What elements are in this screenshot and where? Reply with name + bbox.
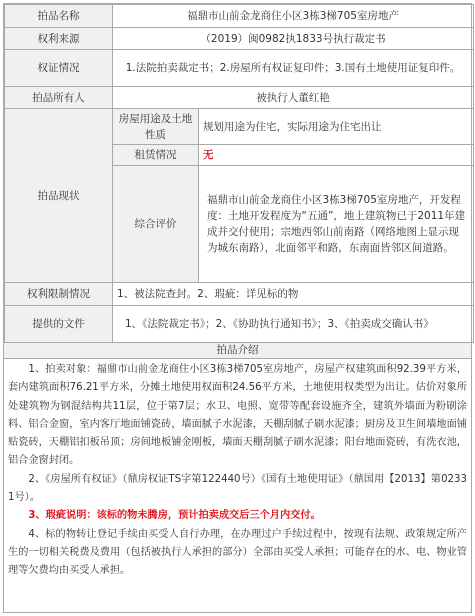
intro-body	[4, 359, 471, 581]
label-eval: 综合评价	[113, 166, 199, 283]
value-source: （2019）闽0982执1833号执行裁定书	[113, 28, 474, 50]
row-restrict	[5, 283, 474, 306]
row-name	[5, 5, 474, 28]
value-eval: 福鼎市山前金龙商住小区3栋3梯705室房地产，开发程度：土地开发程度为“五通”，地上建筑物已于2011年建成并交付使用；宗地西邻山前南路（网络地图上显示现为城东南路），北面邻平和路，东南面皆邻区间道路。	[199, 166, 474, 283]
label-restrict: 权利限制情况	[5, 283, 113, 306]
value-files: 1、《法院裁定书》；2、《协助执行通知书》；3、《拍卖成交确认书》	[113, 306, 474, 343]
label-status: 拍品现状	[5, 109, 113, 283]
value-usage: 规划用途为住宅，实际用途为住宅出让	[199, 109, 474, 145]
row-files	[5, 306, 474, 343]
intro-paragraph-2: 2、《房屋所有权证》（鼎房权证TS字第122440号）《国有土地使用证》（鼎国用【2013】第02331号）。	[8, 473, 467, 504]
value-owner: 被执行人董红艳	[113, 87, 474, 109]
intro-paragraph-3: 3、瑕疵说明：该标的物未腾房，预计拍卖成交后三个月内交付。	[28, 510, 321, 522]
label-source: 权利来源	[5, 28, 113, 50]
row-rights	[5, 50, 474, 87]
label-owner: 拍品所有人	[5, 87, 113, 109]
value-lease: 无	[199, 145, 474, 166]
value-rights: 1.法院拍卖裁定书；2.房屋所有权证复印件；3.国有土地使用证复印件。	[113, 50, 474, 87]
label-lease: 租赁情况	[113, 145, 199, 166]
auction-document	[3, 3, 472, 613]
intro-paragraph-1: 1、拍卖对象：福鼎市山前金龙商住小区3栋3梯705室房地产，房屋产权建筑面积92.39平方米，套内建筑面积76.21平方米，分摊土地使用权面积24.56平方米，土地使用权类型为出让。估价对象所处建筑物为钢混结构共11层，位于第7层；水卫、电照、宽带等配套设施齐全，建筑外墙面为粉刷涂料、铝合金窗，室内客厅地面铺瓷砖，墙面腻子水泥漆，天棚刮腻子刷水泥漆；厨房及卫生间墙地面铺贴瓷砖，天棚铝扣板吊顶；房间地板铺金刚板，墙面天棚刮腻子刷水泥漆；阳台地面瓷砖，有洗衣池，铝合金窗封闭。	[8, 364, 467, 467]
property-info-table	[4, 4, 474, 343]
intro-paragraph-4: 4、标的物转让登记手续由买受人自行办理，在办理过户手续过程中，按现有法规、政策规定所产生的一切相关税费及费用（包括被执行人承担的部分）全部由买受人承担；可能存在的水、电、物业管理等欠费均由买受人承担。	[8, 528, 467, 577]
label-rights: 权证情况	[5, 50, 113, 87]
row-usage	[5, 109, 474, 145]
row-source	[5, 28, 474, 50]
label-files: 提供的文件	[5, 306, 113, 343]
value-restrict: 1、被法院查封。2、瑕疵：详见标的物	[113, 283, 474, 306]
value-name: 福鼎市山前金龙商住小区3栋3梯705室房地产	[113, 5, 474, 28]
label-name: 拍品名称	[5, 5, 113, 28]
row-owner	[5, 87, 474, 109]
intro-title: 拍品介绍	[4, 343, 471, 359]
label-usage: 房屋用途及土地性质	[113, 109, 199, 145]
